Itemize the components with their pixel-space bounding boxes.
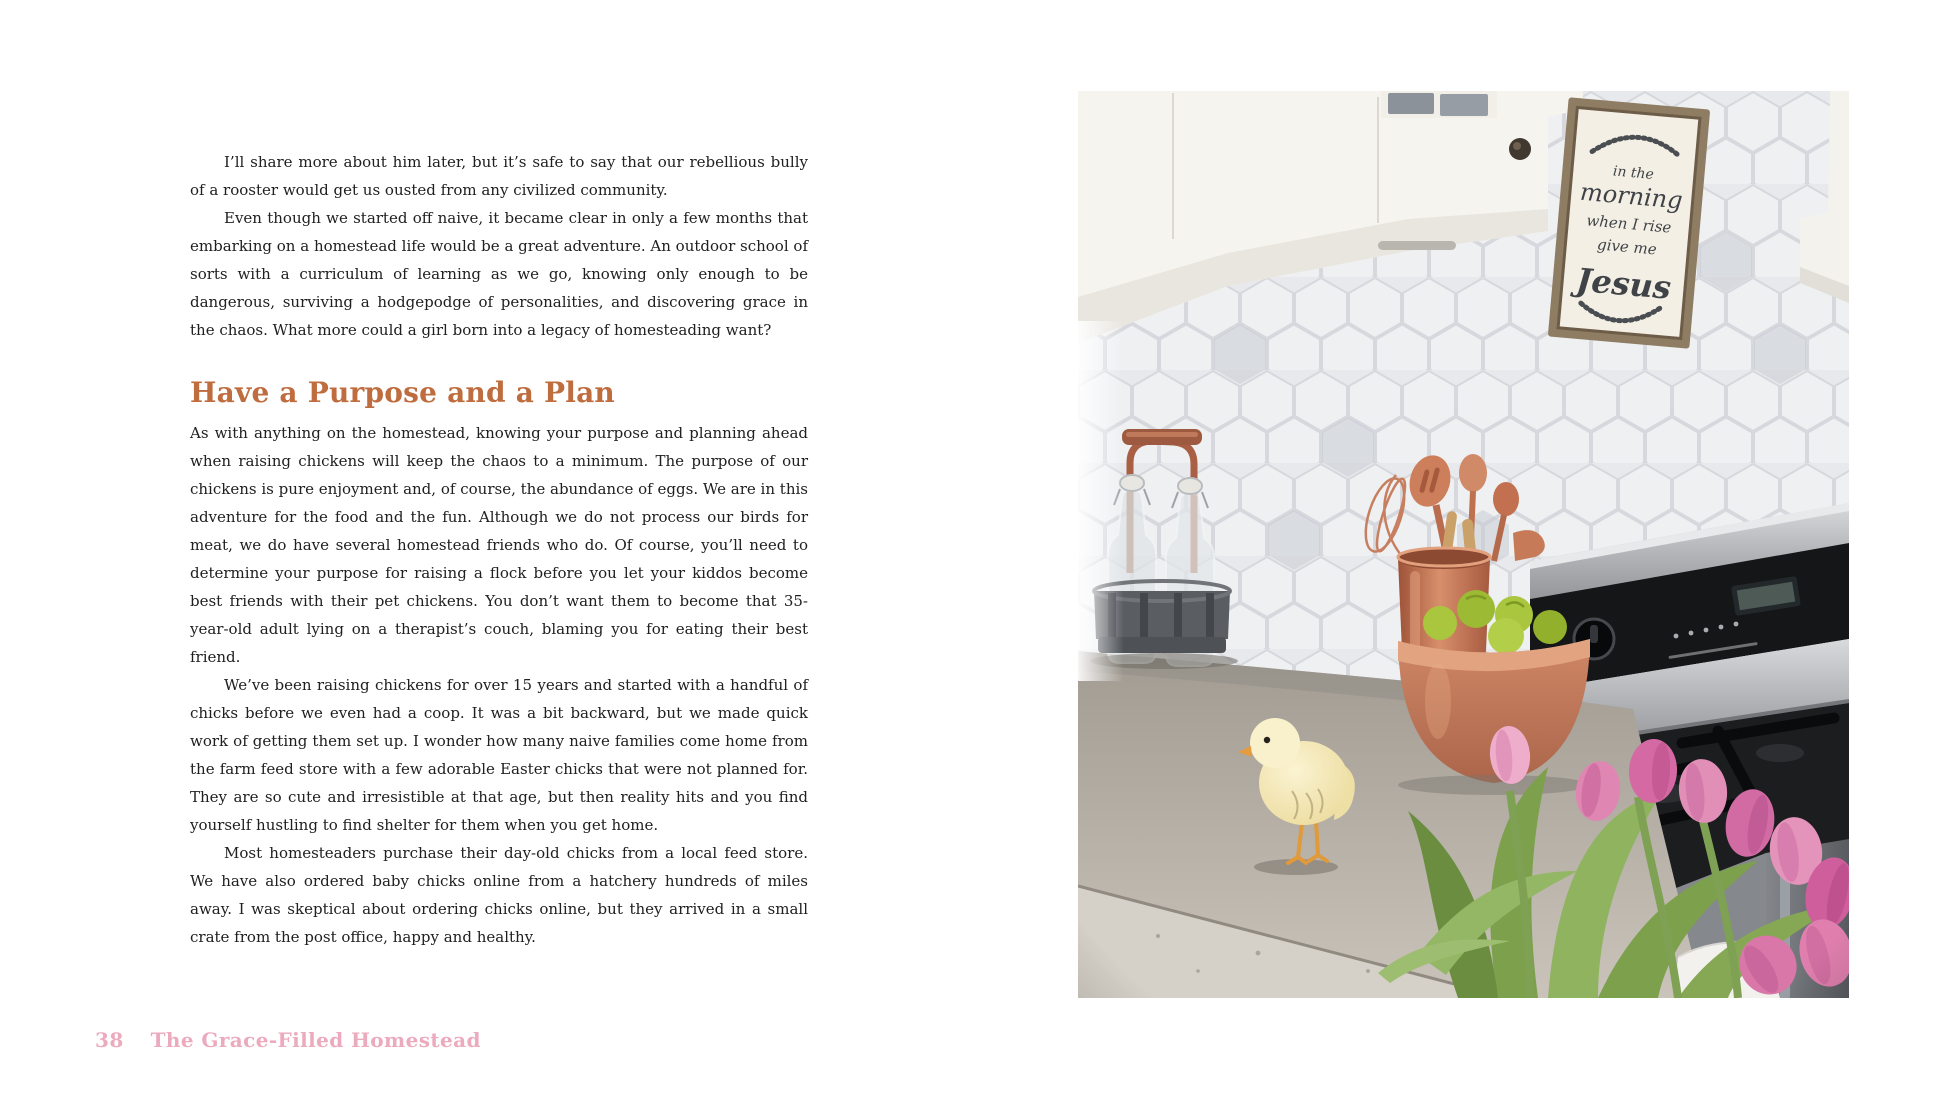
page-number: 38: [95, 1028, 124, 1052]
section-heading: Have a Purpose and a Plan: [190, 376, 615, 409]
kitchen-photo-art: [1078, 91, 1849, 998]
paragraph-3: As with anything on the homestead, knowing your purpose and planning ahead when raising chickens will keep the chaos to a minimum. The purpose of our chickens is pure enjoyment and, of course, the abundance of eggs. We are in this adventure for the food and the fun. Although we do not process our birds for meat, we do have several homestead friends who do. Of course, you’ll need to determine your purpose for raising a flock before you let your kiddos become best friends with their pet chickens. You don’t want them to become that 35-year-old adult lying on a therapist’s couch, blaming you for eating their best friend.: [190, 424, 808, 667]
paragraph-5: Most homesteaders purchase their day-old chicks from a local feed store. We have also ordered baby chicks online from a hatchery hundreds of miles away. I was skeptical about ordering chicks online, but they arrived in a small crate from the post office, happy and healthy.: [190, 844, 808, 947]
left-page-text: [190, 148, 808, 951]
page-footer: [95, 1028, 481, 1052]
book-title: The Grace-Filled Homestead: [150, 1028, 481, 1052]
kitchen-photo: [1078, 91, 1849, 998]
photo-vignette: [1078, 91, 1849, 998]
paragraph-1: I’ll share more about him later, but it’s safe to say that our rebellious bully of a rooster would get us ousted from any civilized community.: [190, 153, 808, 199]
paragraph-4: We’ve been raising chickens for over 15 years and started with a handful of chicks before we even had a coop. It was a bit backward, but we made quick work of getting them set up. I wonder how many naive families come home from the farm feed store with a few adorable Easter chicks that were not planned for. They are so cute and irresistible at that age, but then reality hits and you find yourself hustling to find shelter for them when you get home.: [190, 676, 808, 835]
paragraph-2: Even though we started off naive, it became clear in only a few months that embarking on a homestead life would be a great adventure. An outdoor school of sorts with a curriculum of learning as we go, knowing only enough to be dangerous, surviving a hodgepodge of personalities, and discovering grace in the chaos. What more could a girl born into a legacy of homesteading want?: [190, 209, 808, 339]
